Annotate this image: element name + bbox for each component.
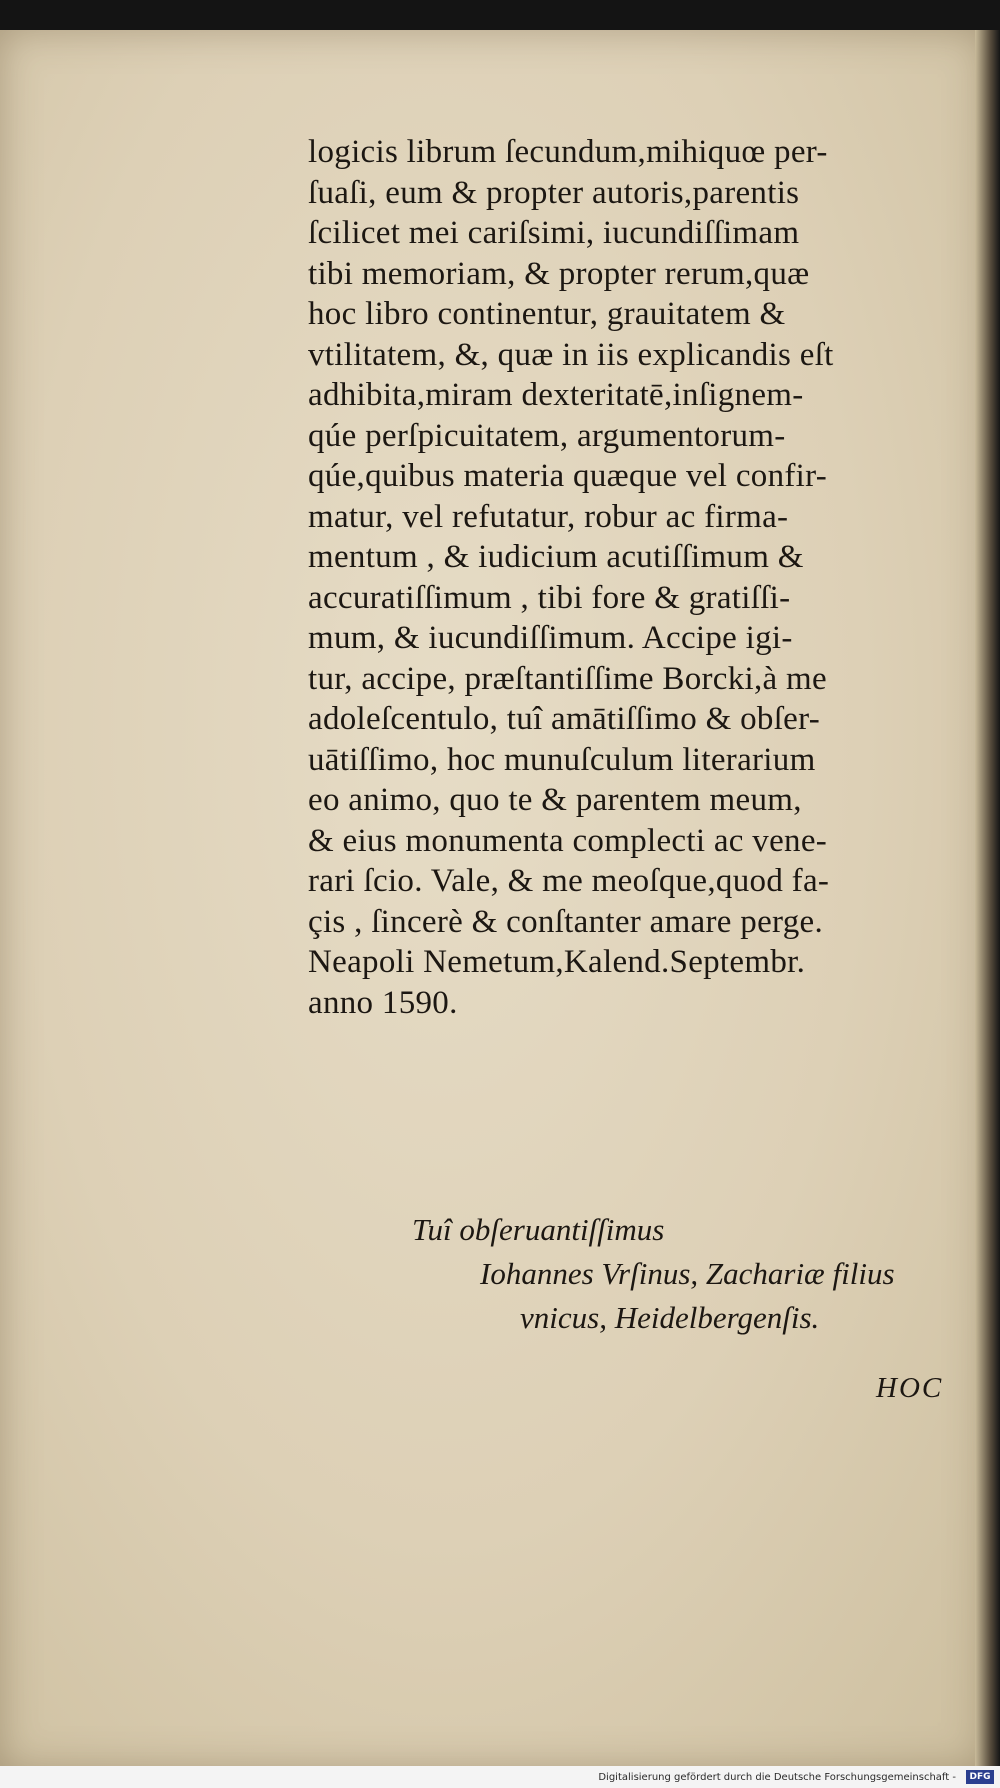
signature-origin: vnicus, Heidelbergenſis.: [520, 1300, 820, 1335]
text-line: çis , ſincerè & conſtanter amare perge.: [308, 903, 824, 940]
text-line: logicis librum ſecundum,mihiquœ per-: [308, 134, 828, 170]
text-line: hoc libro continentur, grauitatem &: [308, 296, 786, 332]
text-line: anno 1590.: [308, 984, 458, 1021]
text-line: adhibita,miram dexteritatē,inſignem-: [308, 377, 804, 413]
text-line: ſuaſi, eum & propter autoris,parentis: [308, 174, 800, 211]
catchword: HOC: [876, 1372, 944, 1404]
funding-credit: Digitalisierung gefördert durch die Deutsche Forschungsgemeinschaft -: [598, 1772, 956, 1783]
text-line: mentum , & iudicium acutiſſimum &: [308, 539, 804, 575]
text-line: eo animo, quo te & parentem meum,: [308, 782, 802, 818]
text-line: ſcilicet mei cariſsimi, iucundiſſimam: [308, 215, 800, 251]
text-line: tibi memoriam, & propter rerum,quæ: [308, 255, 810, 292]
dfg-logo-icon: DFG: [966, 1770, 994, 1784]
text-line: vtilitatem, &, quæ in iis explicandis eſt: [308, 336, 834, 373]
text-line: adoleſcentulo, tuî amātiſſimo & obſer-: [308, 701, 821, 737]
text-line: accuratiſſimum , tibi fore & gratiſſi-: [308, 579, 791, 616]
text-line: tur, accipe, præſtantiſſime Borcki,à me: [308, 660, 827, 697]
text-line: matur, vel refutatur, robur ac firma-: [308, 498, 789, 535]
text-line: rari ſcio. Vale, & me meoſque,quod fa-: [308, 863, 830, 899]
scan-top-border: [0, 0, 1000, 32]
signature-salutation: Tuî obſeruantiſſimus: [412, 1212, 665, 1247]
text-line: Neapoli Nemetum,Kalend.Septembr.: [308, 944, 806, 980]
signature-block: [412, 1208, 972, 1340]
text-line: mum, & iucundiſſimum. Accipe igi-: [308, 620, 793, 656]
page-edge-shadow: [975, 30, 1000, 1770]
text-line: qúe perſpicuitatem, argumentorum-: [308, 417, 786, 454]
body-text: [308, 132, 958, 1023]
text-line: & eius monumenta complecti ac vene-: [308, 822, 828, 859]
signature-name: Iohannes Vrſinus, Zachariæ filius: [480, 1256, 895, 1291]
text-line: qúe,quibus materia quæque vel confir-: [308, 458, 828, 494]
text-line: uātiſſimo, hoc munuſculum literarium: [308, 741, 816, 778]
